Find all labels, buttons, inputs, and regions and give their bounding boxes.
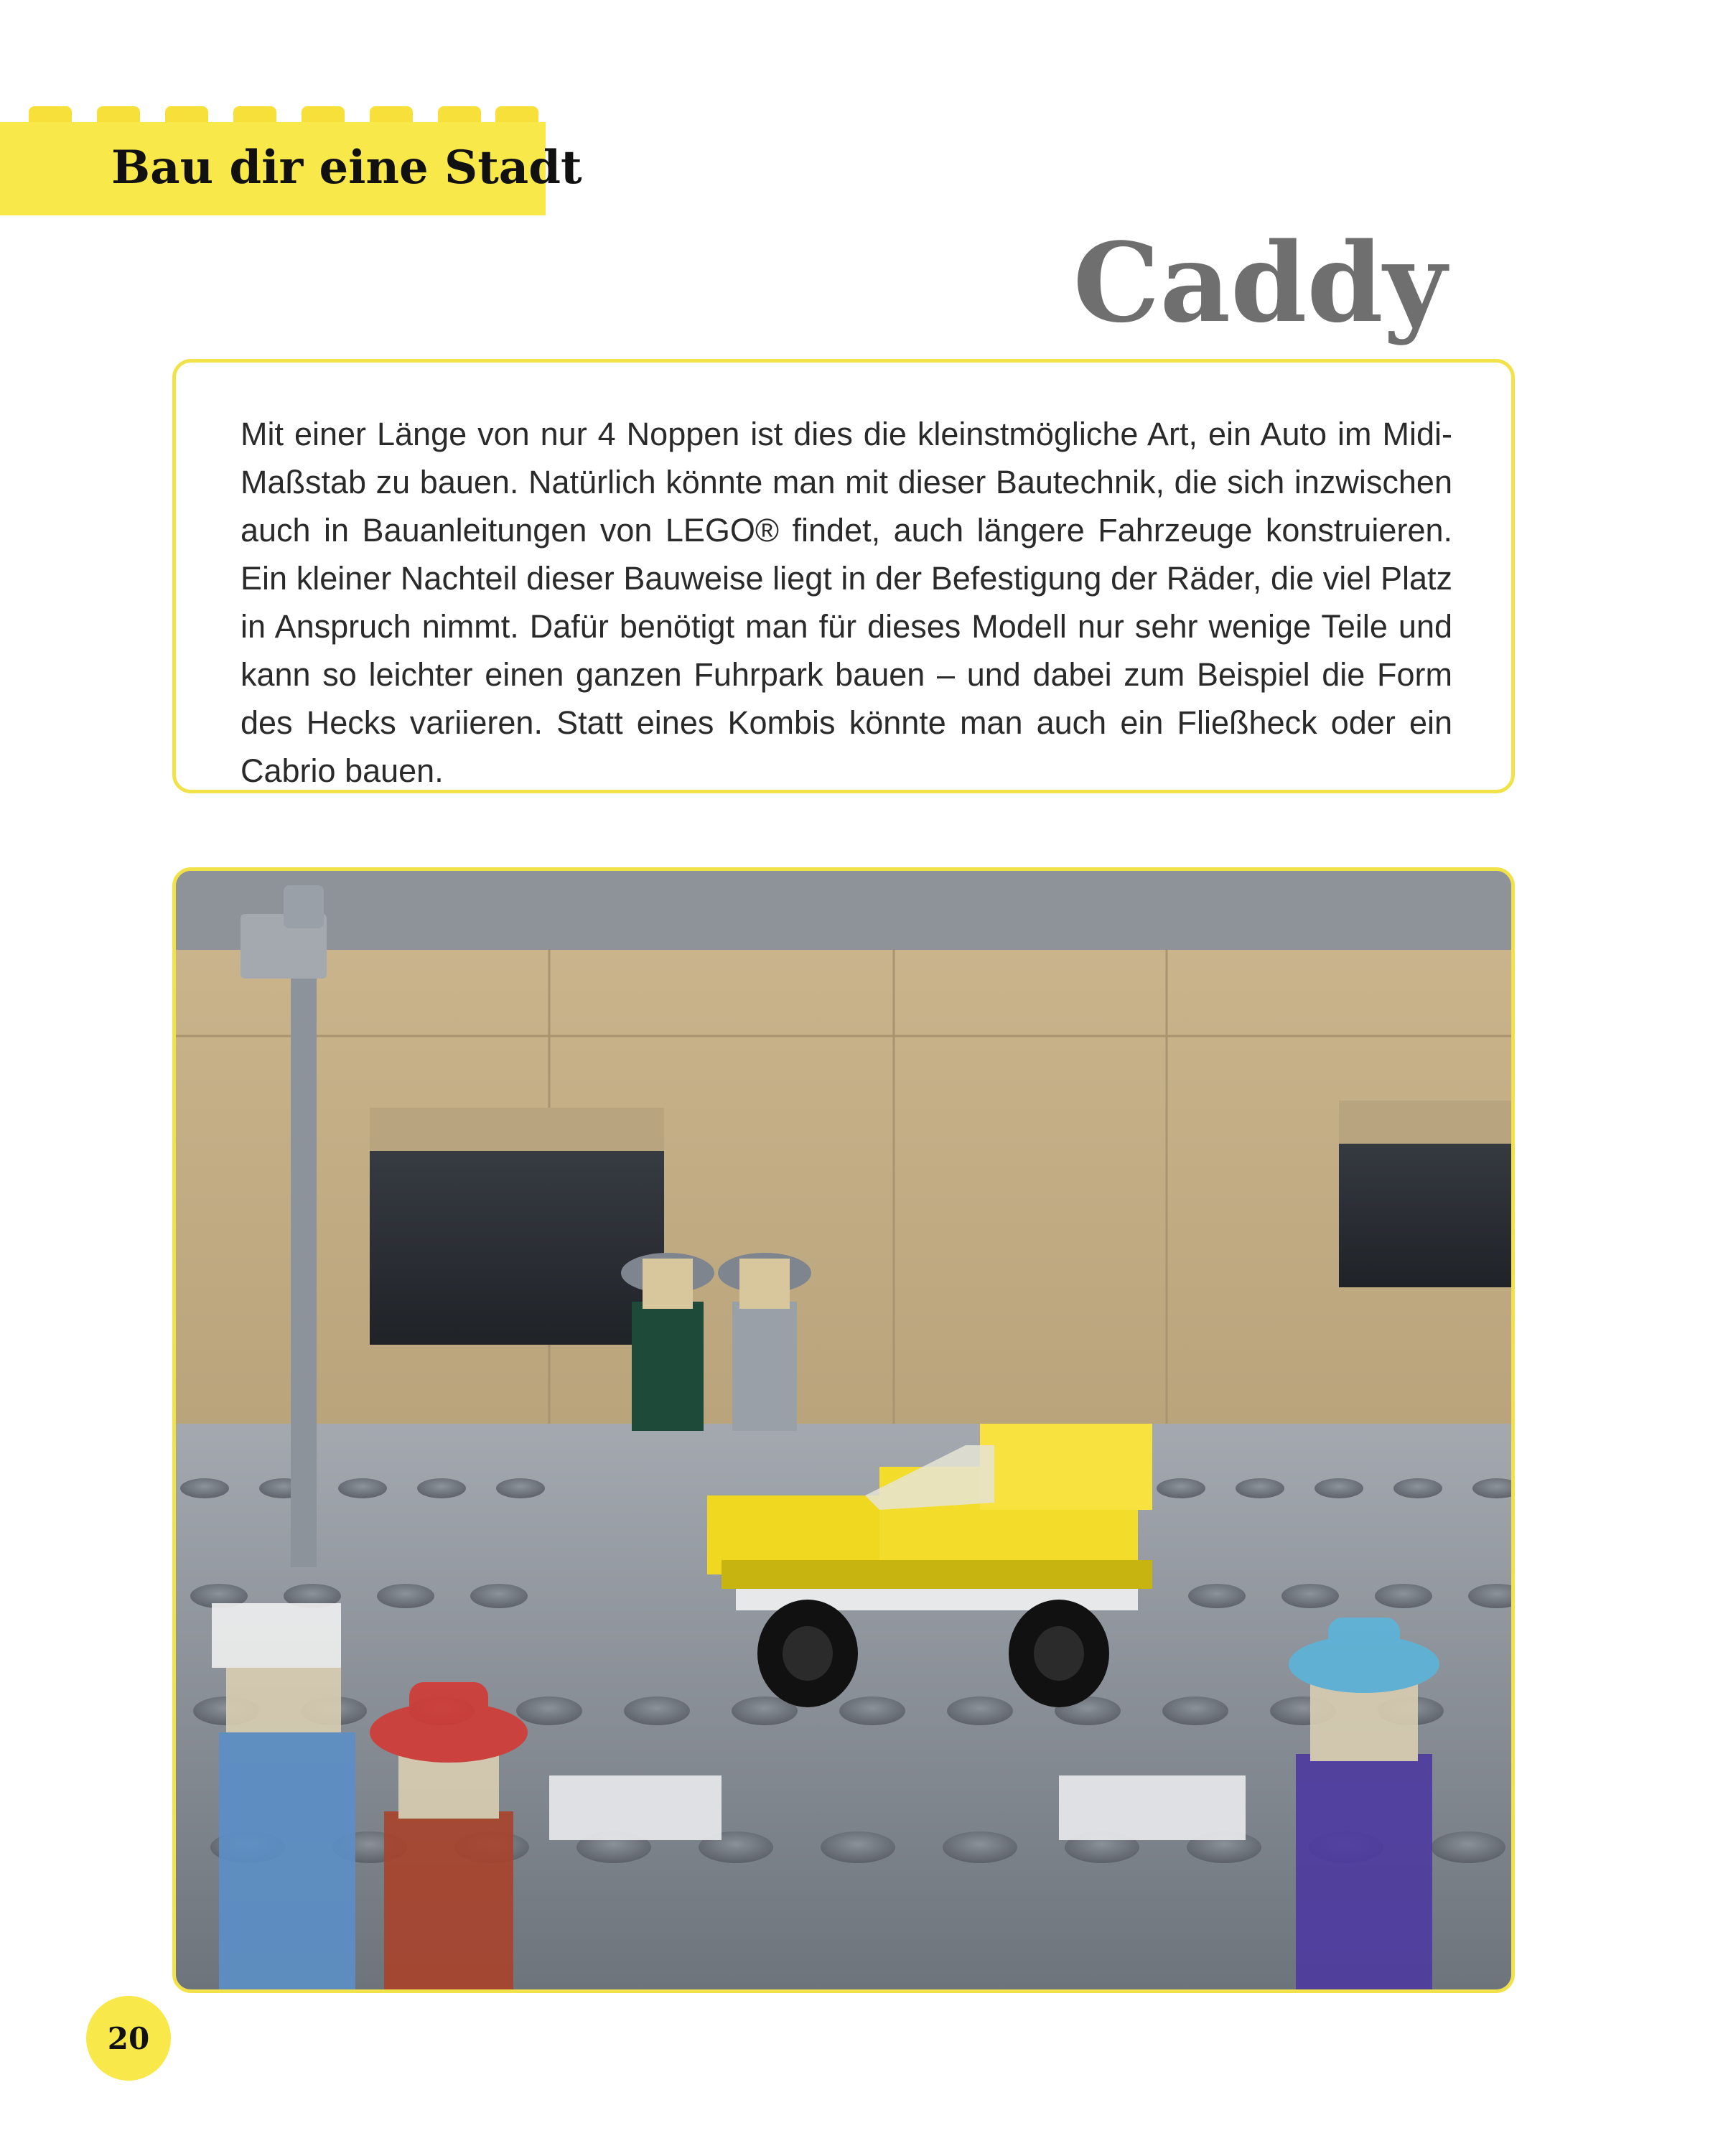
intro-paragraph: Mit einer Länge von nur 4 Noppen ist dies die kleinstmögliche Art, ein Auto im Midi-Maßstab zu bauen. Natürlich könnte man mit dieser Bautechnik, die sich inzwischen auch in Bauanleitungen von LEGO® findet, auch längere Fahrzeuge konstruieren. Ein kleiner Nachteil dieser Bauweise liegt in der Befestigung der Räder, die viel Platz in Anspruch nimmt. Dafür benötigt man für dieses Modell nur sehr wenige Teile und kann so leichter einen ganzen Fuhrpark bauen – und dabei zum Beispiel die Form des Hecks variieren. Statt eines Kombis könnte man auch ein Fließheck oder ein Cabrio bauen.: [241, 416, 1452, 789]
page-number: 20: [86, 1996, 171, 2081]
caddy-scene-image: [176, 871, 1511, 1989]
section-label: Bau dir eine Stadt: [111, 141, 582, 195]
caddy-photo: [172, 867, 1515, 1993]
intro-text-box: [172, 359, 1515, 793]
page-title: Caddy: [1073, 218, 1447, 347]
